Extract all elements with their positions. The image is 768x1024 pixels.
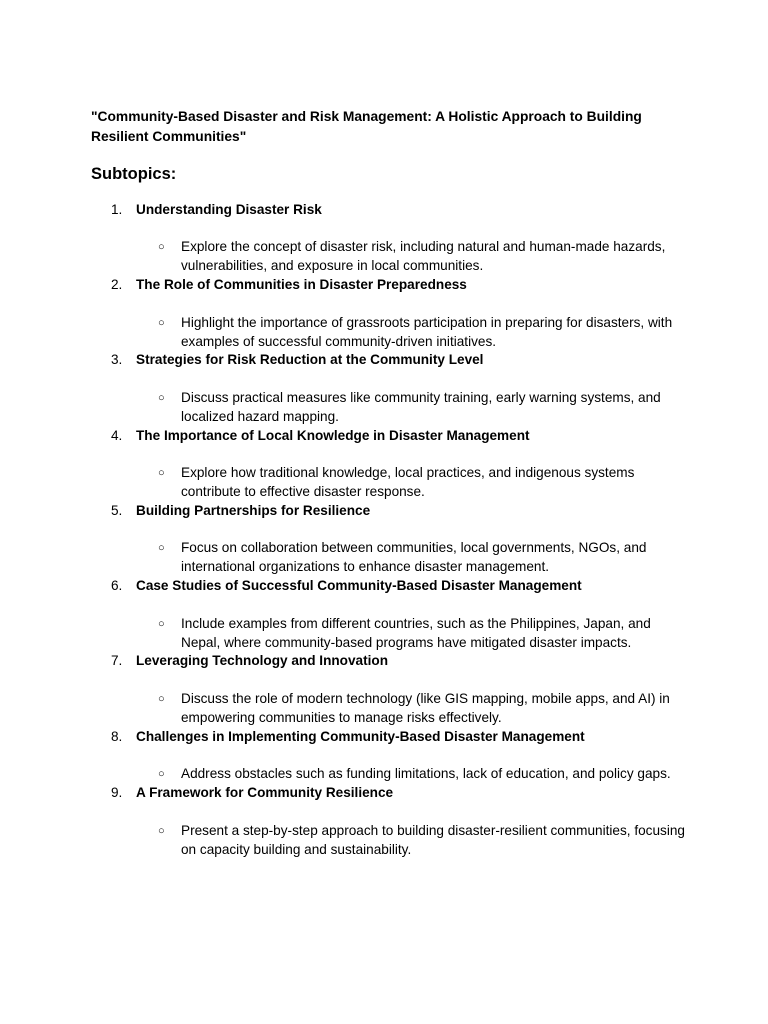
item-number: 4. <box>111 428 123 443</box>
item-title: A Framework for Community Resilience <box>136 785 394 800</box>
item-detail-text: Explore how traditional knowledge, local practices, and indigenous systems contribute to effective disaster response. <box>181 465 635 499</box>
item-number: 3. <box>111 352 123 367</box>
item-title: Challenges in Implementing Community-Based Disaster Management <box>136 729 585 744</box>
item-detail-text: Explore the concept of disaster risk, including natural and human-made hazards, vulnerabilities, and exposure in local communities. <box>181 239 666 273</box>
hollow-bullet-icon: ○ <box>158 768 165 780</box>
item-title: Understanding Disaster Risk <box>136 202 322 217</box>
item-title: The Role of Communities in Disaster Preparedness <box>136 277 467 292</box>
item-number: 6. <box>111 578 123 593</box>
item-detail-text: Highlight the importance of grassroots participation in preparing for disasters, with examples of successful community-driven initiatives. <box>181 315 673 349</box>
item-detail-text: Discuss the role of modern technology (like GIS mapping, mobile apps, and AI) in empowering communities to manage risks effectively. <box>181 691 670 725</box>
hollow-bullet-icon: ○ <box>158 241 165 253</box>
hollow-bullet-icon: ○ <box>158 317 165 329</box>
item-detail-text: Present a step-by-step approach to building disaster-resilient communities, focusing on capacity building and sustainability. <box>181 823 685 857</box>
hollow-bullet-icon: ○ <box>158 618 165 630</box>
hollow-bullet-icon: ○ <box>158 542 165 554</box>
item-number: 7. <box>111 653 123 668</box>
item-number: 5. <box>111 503 123 518</box>
hollow-bullet-icon: ○ <box>158 467 165 479</box>
item-detail-text: Focus on collaboration between communities, local governments, NGOs, and international organizations to enhance disaster management. <box>181 540 647 574</box>
item-detail-text: Include examples from different countries, such as the Philippines, Japan, and Nepal, where community-based programs have mitigated disaster impacts. <box>181 616 651 650</box>
item-title: The Importance of Local Knowledge in Disaster Management <box>136 428 530 443</box>
item-title: Leveraging Technology and Innovation <box>136 653 389 668</box>
hollow-bullet-icon: ○ <box>158 825 165 837</box>
item-number: 8. <box>111 729 123 744</box>
item-detail-text: Address obstacles such as funding limitations, lack of education, and policy gaps. <box>181 766 671 781</box>
hollow-bullet-icon: ○ <box>158 693 165 705</box>
item-title: Strategies for Risk Reduction at the Community Level <box>136 352 484 367</box>
hollow-bullet-icon: ○ <box>158 392 165 404</box>
document-title: "Community-Based Disaster and Risk Management: A Holistic Approach to Building Resilient Communities" <box>91 109 642 144</box>
item-number: 2. <box>111 277 123 292</box>
item-number: 9. <box>111 785 123 800</box>
subtopics-heading: Subtopics: <box>91 165 177 183</box>
item-title: Building Partnerships for Resilience <box>136 503 371 518</box>
item-title: Case Studies of Successful Community-Based Disaster Management <box>136 578 582 593</box>
item-number: 1. <box>111 202 123 217</box>
item-detail-text: Discuss practical measures like community training, early warning systems, and localized hazard mapping. <box>181 390 661 424</box>
